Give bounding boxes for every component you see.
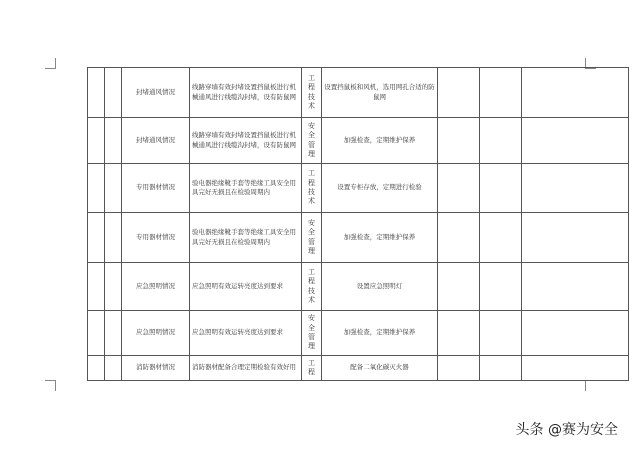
table-row [88, 356, 629, 381]
item-cell: 应急照明情况 [122, 311, 190, 356]
page-corner-mark [585, 380, 596, 391]
measure-cell: 配备二氧化碳灭火器 [322, 356, 438, 381]
blank-cell [105, 263, 122, 311]
measure-cell: 设置专柜存放，定期进行检验 [322, 164, 438, 213]
blank-cell [88, 68, 105, 118]
page-corner-mark [45, 58, 56, 69]
blank-cell [480, 164, 522, 213]
standard-cell: 消防器材配备合理定期检验有效好用 [190, 356, 302, 381]
blank-cell [438, 263, 480, 311]
measure-cell: 加强检查，定期维护保养 [322, 118, 438, 164]
blank-cell [480, 356, 522, 381]
blank-cell [480, 68, 522, 118]
measure-cell: 加强检查，定期维护保养 [322, 213, 438, 263]
blank-cell [438, 68, 480, 118]
watermark: 头条 @赛为安全 [515, 422, 618, 438]
blank-cell [105, 118, 122, 164]
dept-cell: 工 程 技 术 [302, 68, 322, 118]
table-row [88, 68, 629, 118]
standard-cell: 验电器绝缘靴手套等绝缘工具安全用具完好无损且在检验周期内 [190, 213, 302, 263]
blank-cell [522, 164, 629, 213]
blank-cell [480, 118, 522, 164]
item-cell: 封堵通风情况 [122, 68, 190, 118]
item-cell: 专用器材情况 [122, 164, 190, 213]
blank-cell [88, 213, 105, 263]
dept-cell: 安 全 管 理 [302, 118, 322, 164]
blank-cell [522, 311, 629, 356]
item-cell: 专用器材情况 [122, 213, 190, 263]
blank-cell [105, 213, 122, 263]
standard-cell: 验电器绝缘靴手套等绝缘工具安全用具完好无损且在检验周期内 [190, 164, 302, 213]
blank-cell [88, 356, 105, 381]
blank-cell [480, 263, 522, 311]
measure-cell: 设置挡鼠板和风机，选用网孔合适的防鼠网 [322, 68, 438, 118]
blank-cell [522, 356, 629, 381]
dept-cell: 安 全 管 理 [302, 213, 322, 263]
blank-cell [438, 356, 480, 381]
blank-cell [105, 311, 122, 356]
dept-cell: 工 程 技 术 [302, 263, 322, 311]
blank-cell [88, 118, 105, 164]
blank-cell [105, 68, 122, 118]
blank-cell [438, 118, 480, 164]
blank-cell [438, 213, 480, 263]
standard-cell: 应急照明有效运转亮度达到要求 [190, 311, 302, 356]
standard-cell: 线路穿墙有效封堵设置挡鼠板进行机械通风进行线缆沟封堵，设有防鼠网 [190, 118, 302, 164]
table-row [88, 311, 629, 356]
table-row [88, 164, 629, 213]
blank-cell [522, 68, 629, 118]
blank-cell [88, 311, 105, 356]
blank-cell [88, 263, 105, 311]
dept-cell: 工 程 [302, 356, 322, 381]
table-row [88, 118, 629, 164]
blank-cell [105, 164, 122, 213]
blank-cell [480, 213, 522, 263]
blank-cell [522, 213, 629, 263]
dept-cell: 安 全 管 理 [302, 311, 322, 356]
blank-cell [480, 311, 522, 356]
item-cell: 封堵通风情况 [122, 118, 190, 164]
blank-cell [522, 263, 629, 311]
measure-cell: 加强检查，定期维护保养 [322, 311, 438, 356]
blank-cell [438, 311, 480, 356]
blank-cell [438, 164, 480, 213]
measure-cell: 设置应急照明灯 [322, 263, 438, 311]
dept-cell: 工 程 技 术 [302, 164, 322, 213]
item-cell: 应急照明情况 [122, 263, 190, 311]
table-row [88, 263, 629, 311]
blank-cell [105, 356, 122, 381]
item-cell: 消防器材情况 [122, 356, 190, 381]
standard-cell: 线路穿墙有效封堵设置挡鼠板进行机械通风进行线缆沟封堵，设有防鼠网 [190, 68, 302, 118]
risk-control-table [87, 67, 629, 381]
table-row [88, 213, 629, 263]
blank-cell [88, 164, 105, 213]
blank-cell [522, 118, 629, 164]
page-corner-mark [45, 380, 56, 391]
standard-cell: 应急照明有效运转亮度达到要求 [190, 263, 302, 311]
